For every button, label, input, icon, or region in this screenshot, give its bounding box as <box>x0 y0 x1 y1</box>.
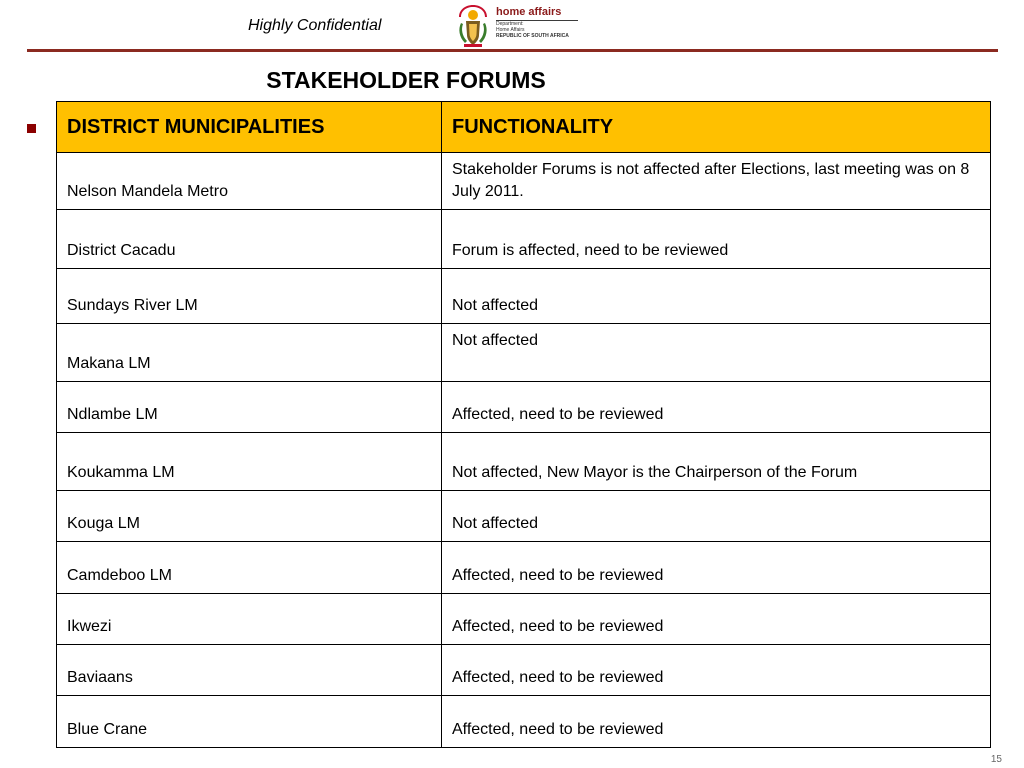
stakeholder-forums-table <box>56 101 991 748</box>
table-row <box>57 696 991 748</box>
functionality-cell: Affected, need to be reviewed <box>442 645 991 696</box>
district-cell: Ikwezi <box>57 594 442 645</box>
functionality-cell: Not affected, New Mayor is the Chairperson of the Forum <box>442 433 991 491</box>
functionality-cell: Not affected <box>442 324 991 382</box>
logo-brand: home affairs <box>496 7 578 21</box>
table-row <box>57 153 991 210</box>
functionality-cell: Affected, need to be reviewed <box>442 696 991 748</box>
header-divider <box>27 49 998 52</box>
logo-line1: Department: <box>496 21 524 27</box>
functionality-cell: Affected, need to be reviewed <box>442 382 991 433</box>
district-cell: Kouga LM <box>57 491 442 542</box>
district-cell: Camdeboo LM <box>57 542 442 594</box>
table-row <box>57 645 991 696</box>
functionality-cell: Stakeholder Forums is not affected after Elections, last meeting was on 8 July 2011. <box>442 153 991 210</box>
column-header-district: DISTRICT MUNICIPALITIES <box>57 102 442 153</box>
district-cell: Ndlambe LM <box>57 382 442 433</box>
table-header-row <box>57 102 991 153</box>
district-cell: Baviaans <box>57 645 442 696</box>
table-row <box>57 542 991 594</box>
table-row <box>57 491 991 542</box>
functionality-cell: Not affected <box>442 491 991 542</box>
functionality-cell: Affected, need to be reviewed <box>442 542 991 594</box>
logo-line2: Home Affairs <box>496 27 525 33</box>
home-affairs-logo <box>453 3 583 49</box>
table-row <box>57 269 991 324</box>
district-cell: Blue Crane <box>57 696 442 748</box>
table-row <box>57 433 991 491</box>
table-row <box>57 210 991 269</box>
functionality-cell: Not affected <box>442 269 991 324</box>
confidential-label: Highly Confidential <box>248 17 382 34</box>
district-cell: Koukamma LM <box>57 433 442 491</box>
logo-line3: REPUBLIC OF SOUTH AFRICA <box>496 33 569 39</box>
district-cell: Nelson Mandela Metro <box>57 153 442 210</box>
table-row <box>57 594 991 645</box>
page-number: 15 <box>990 754 1002 765</box>
bullet-square-icon <box>27 124 36 133</box>
district-cell: Sundays River LM <box>57 269 442 324</box>
district-cell: Makana LM <box>57 324 442 382</box>
column-header-functionality: FUNCTIONALITY <box>442 102 991 153</box>
table-row <box>57 382 991 433</box>
functionality-cell: Forum is affected, need to be reviewed <box>442 210 991 269</box>
table-row <box>57 324 991 382</box>
coat-of-arms-icon <box>453 3 493 49</box>
page-title: STAKEHOLDER FORUMS <box>266 67 546 93</box>
district-cell: District Cacadu <box>57 210 442 269</box>
functionality-cell: Affected, need to be reviewed <box>442 594 991 645</box>
